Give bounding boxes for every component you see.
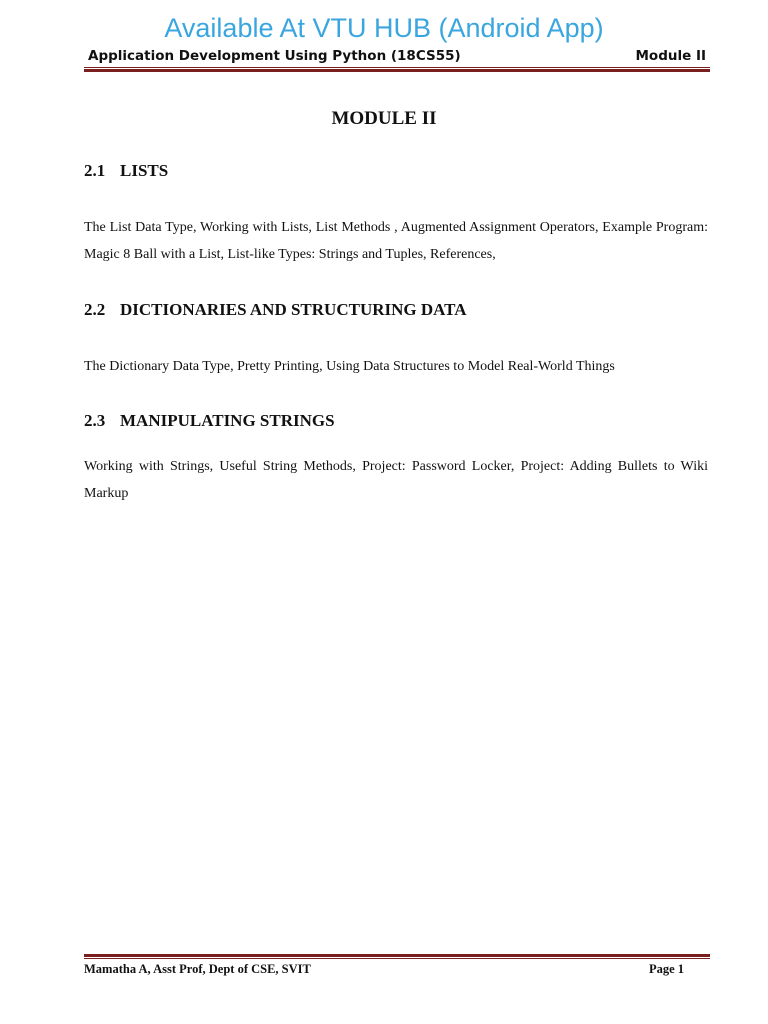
section-body-strings: Working with Strings, Useful String Methods, Project: Password Locker, Project: Adding Bullets to Wiki Markup	[84, 459, 708, 501]
section-body-lists: The List Data Type, Working with Lists, List Methods , Augmented Assignment Operators, Example Program: Magic 8 Ball with a List, List-like Types: Strings and Tuples, References,	[84, 220, 708, 262]
section-heading-dictionaries	[84, 298, 467, 322]
header-rule-thin	[84, 67, 710, 68]
section-title: LISTS	[120, 161, 169, 180]
footer-rule-thin	[84, 958, 710, 959]
footer-page-number: Page 1	[648, 962, 684, 976]
header-module-label: Module II	[635, 48, 706, 64]
section-number: 2.1	[84, 161, 106, 180]
section-number: 2.3	[84, 411, 106, 430]
section-body-dictionaries: The Dictionary Data Type, Pretty Printing, Using Data Structures to Model Real-World Things	[84, 359, 615, 374]
module-title: MODULE II	[331, 108, 437, 129]
footer-author: Mamatha A, Asst Prof, Dept of CSE, SVIT	[84, 962, 311, 976]
section-heading-lists	[84, 159, 168, 183]
section-number: 2.2	[84, 300, 106, 319]
section-heading-strings	[84, 409, 335, 433]
watermark-banner: Available At VTU HUB (Android App)	[164, 13, 604, 43]
header-rule-thick	[84, 69, 710, 72]
header-course-title: Application Development Using Python (18CS55)	[88, 48, 461, 64]
section-title: MANIPULATING STRINGS	[120, 411, 335, 430]
page-header	[84, 46, 708, 68]
section-title: DICTIONARIES AND STRUCTURING DATA	[120, 300, 467, 319]
footer-rule-thick	[84, 954, 710, 957]
